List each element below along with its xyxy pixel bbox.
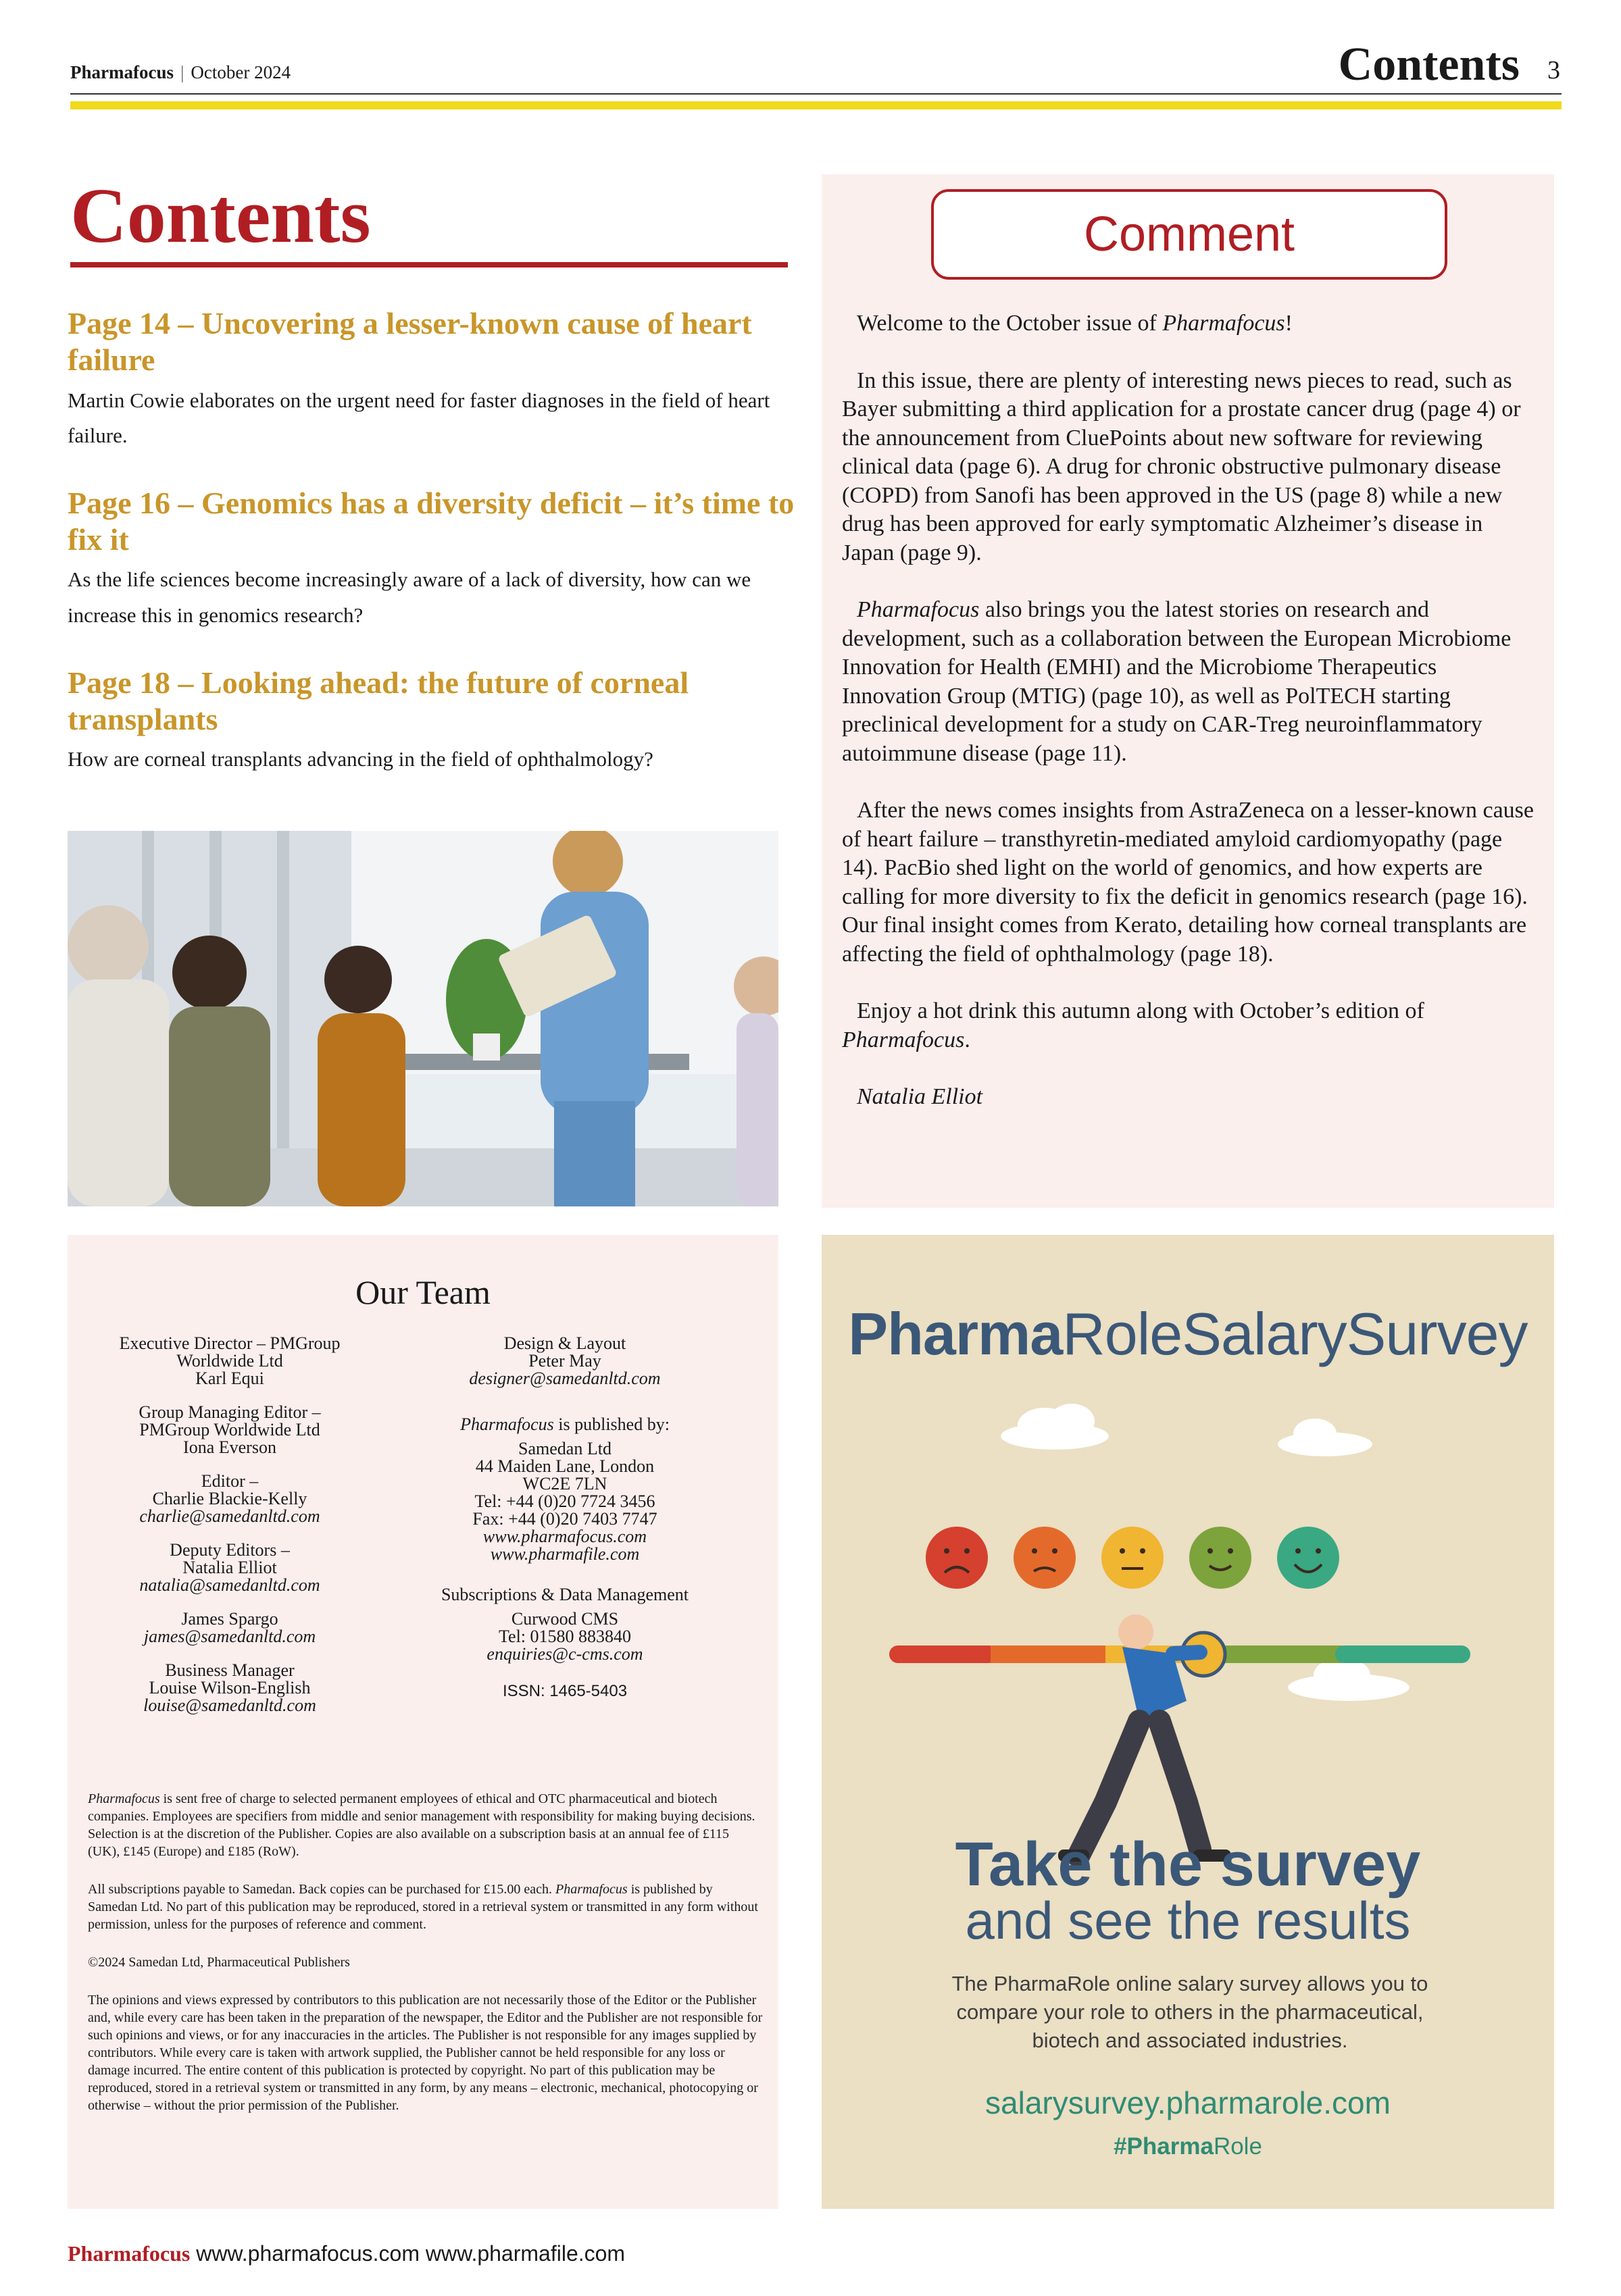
comment-publication-name: Pharmafocus <box>1162 311 1285 336</box>
publisher-label <box>403 1416 727 1433</box>
team-email-link[interactable]: louise@samedanltd.com <box>143 1695 316 1715</box>
ad-title <box>822 1300 1554 1369</box>
disclaimer-text: is published by Samedan Ltd. No part of this publication may be reproduced, stored in a retrieval system or transmitted in any form without permission, unless for the purposes of reference and comment. <box>88 1882 758 1932</box>
disclaimer-text: All subscriptions payable to Samedan. Back copies can be purchased for £15.00 each. <box>88 1882 556 1897</box>
team-person: Karl Equi <box>195 1369 264 1388</box>
team-role: Design & Layout <box>503 1333 626 1353</box>
publication-name: Pharmafocus <box>70 62 174 82</box>
website-link[interactable]: www.pharmafile.com <box>490 1544 640 1564</box>
toc-item[interactable] <box>68 305 797 454</box>
comment-panel <box>822 174 1554 1208</box>
clinic-illustration <box>68 831 778 1206</box>
ad-hashtag-rest: Role <box>1213 2133 1262 2160</box>
publisher-fax: Fax: +44 (0)20 7403 7747 <box>472 1509 657 1529</box>
header-accent-rule <box>70 101 1562 109</box>
publication-name: Pharmafocus <box>460 1414 554 1434</box>
team-entry <box>68 1473 392 1525</box>
ad-hashtag-bold: #Pharma <box>1114 2133 1214 2160</box>
publisher-disclaimer <box>88 1790 764 2135</box>
toc-heading[interactable]: Page 18 – Looking ahead: the future of corneal transplants <box>68 665 689 737</box>
footer-brand: Pharmafocus <box>68 2241 191 2266</box>
publisher-postcode: WC2E 7LN <box>522 1474 607 1494</box>
team-entry <box>403 1335 727 1387</box>
team-person: Charlie Blackie-Kelly <box>152 1489 307 1508</box>
comment-text: Welcome to the October issue of <box>857 311 1163 336</box>
subscriptions-phone: Tel: 01580 883840 <box>498 1627 632 1646</box>
subscriptions-label: Subscriptions & Data Management <box>441 1585 689 1604</box>
team-person: Natalia Elliot <box>182 1558 277 1577</box>
subscriptions-email-link[interactable]: enquiries@c-cms.com <box>487 1644 643 1664</box>
sad-face-icon <box>1014 1527 1076 1589</box>
toc-description: Martin Cowie elaborates on the urgent need for faster diagnoses in the field of heart failure. <box>68 388 770 448</box>
team-role: Deputy Editors – <box>170 1540 290 1560</box>
ad-description: The PharmaRole online salary survey allows you to compare your role to others in the pharmaceutical, biotech and associated industries. <box>951 1972 1428 2052</box>
comment-text: Enjoy a hot drink this autumn along with October’s edition of <box>857 998 1424 1023</box>
team-panel <box>68 1235 778 2209</box>
publication-name: Pharmafocus <box>88 1791 160 1806</box>
toc-heading[interactable]: Page 14 – Uncovering a lesser-known cause of heart failure <box>68 306 752 378</box>
team-entry <box>68 1541 392 1594</box>
publisher-phone: Tel: +44 (0)20 7724 3456 <box>474 1491 655 1511</box>
team-role: Executive Director – PMGroup <box>119 1333 341 1353</box>
team-entry <box>68 1404 392 1456</box>
disclaimer-paragraph <box>88 1881 764 1933</box>
clinic-waiting-room-photo <box>68 831 778 1206</box>
team-person: Louise Wilson-English <box>149 1678 311 1698</box>
team-person: Iona Everson <box>183 1437 276 1457</box>
team-column-left <box>68 1335 392 1731</box>
comment-text: ! <box>1285 311 1293 336</box>
publisher-name: Samedan Ltd <box>518 1439 612 1458</box>
team-role: Editor – <box>201 1471 259 1491</box>
subscriptions-company: Curwood CMS <box>511 1609 619 1629</box>
team-email-link[interactable]: designer@samedanltd.com <box>469 1369 661 1388</box>
footer-urls[interactable]: www.pharmafocus.com www.pharmafile.com <box>196 2241 626 2266</box>
team-role: Worldwide Ltd <box>176 1351 283 1371</box>
disclaimer-text: is sent free of charge to selected permanent employees of ethical and OTC pharmaceutical and biotech companies. Employees are specifiers from middle and senior management with responsibility for making buying decisions. Selection is at the discretion of the Publisher. Copies are also available on a subscription basis at an annual fee of £115 (UK), £145 (Europe) and £185 (RoW). <box>88 1791 755 1859</box>
header-separator: | <box>180 62 184 82</box>
header-rule <box>70 93 1562 95</box>
comment-paragraph <box>842 309 1538 338</box>
disclaimer-paragraph <box>88 1790 764 1860</box>
subscriptions-info <box>403 1586 727 1663</box>
team-email-link[interactable]: natalia@samedanltd.com <box>139 1575 320 1595</box>
ad-cta-headline: Take the survey <box>955 1830 1421 1899</box>
team-title: Our Team <box>355 1273 491 1311</box>
ad-hashtag <box>822 2133 1554 2160</box>
page-footer <box>68 2241 625 2266</box>
contents-title: Contents <box>70 173 371 259</box>
very-happy-face-icon <box>1277 1527 1339 1589</box>
issue-date: October 2024 <box>191 62 291 82</box>
happy-face-icon <box>1189 1527 1251 1589</box>
publisher-info <box>403 1416 727 1563</box>
team-role: PMGroup Worldwide Ltd <box>139 1420 320 1439</box>
toc-item[interactable] <box>68 485 797 634</box>
salary-survey-ad[interactable] <box>822 1235 1554 2209</box>
team-email-link[interactable]: james@samedanltd.com <box>143 1627 316 1646</box>
team-entry <box>68 1335 392 1387</box>
table-of-contents <box>68 305 797 809</box>
disclaimer-paragraph: The opinions and views expressed by contributors to this publication are not necessarily those of the Editor or the Publisher and, while every care has been taken in the preparation of the newspaper, the Editor and the Publisher are not responsible for such opinions and views, or for any inaccuracies in the articles. The Publisher is not responsible for any images supplied by contributors. While every care is taken with artwork supplied, the Publisher cannot be held responsible for any loss or damage incurred. The entire content of this publication is protected by copyright. No part of this publication may be reproduced, stored in a retrieval system or transmitted in any form, by any means – electronic, mechanical, photocopying or otherwise – without the prior permission of the Publisher. <box>88 1993 763 2113</box>
comment-body <box>842 309 1538 1140</box>
team-email-link[interactable]: charlie@samedanltd.com <box>139 1506 320 1526</box>
publisher-address: 44 Maiden Lane, London <box>475 1456 655 1476</box>
copyright-line: ©2024 Samedan Ltd, Pharmaceutical Publishers <box>88 1955 350 1970</box>
toc-item[interactable] <box>68 665 797 777</box>
website-link[interactable]: www.pharmafocus.com <box>482 1527 647 1546</box>
very-sad-face-icon <box>926 1527 988 1589</box>
comment-paragraph <box>842 596 1538 768</box>
comment-paragraph: In this issue, there are plenty of interesting news pieces to read, such as Bayer submitting a third application for a prostate cancer drug (page 4) or the announcement from CluePoints about new software for reviewing clinical data (page 6). A drug for chronic obstructive pulmonary disease (COPD) from Sanofi has been approved in the US (page 8) while a new drug has been approved for early symptomatic Alzheimer’s disease in Japan (page 9). <box>842 367 1521 565</box>
team-column-right <box>403 1335 727 1716</box>
toc-description: How are corneal transplants advancing in the field of ophthalmology? <box>68 747 653 771</box>
ad-title-bold: Pharma <box>848 1300 1063 1367</box>
neutral-face-icon <box>1101 1527 1164 1589</box>
page-number: 3 <box>1547 56 1560 84</box>
toc-description: As the life sciences become increasingly aware of a lack of diversity, how can we increase this in genomics research? <box>68 567 751 628</box>
issn: ISSN: 1465-5403 <box>502 1682 628 1700</box>
comment-badge: Comment <box>931 189 1447 280</box>
toc-heading[interactable]: Page 16 – Genomics has a diversity deficit – it’s time to fix it <box>68 485 795 557</box>
comment-paragraph: After the news comes insights from AstraZeneca on a lesser-known cause of heart failure – transthyretin-mediated amyloid cardiomyopathy (page 14). PacBio shed light on the world of genomics, and how experts are calling for more diversity to fix the deficit in genomics research (page 16). Our final insight comes from Kerato, detailing how corneal transplants are affecting the field of ophthalmology (page 18). <box>842 798 1535 967</box>
comment-text: . <box>964 1027 970 1052</box>
publication-name: Pharmafocus <box>555 1882 628 1897</box>
comment-publication-name: Pharmafocus <box>857 597 980 622</box>
contents-rule <box>70 262 788 267</box>
ad-cta-subheadline: and see the results <box>965 1891 1411 1950</box>
ad-title-rest: RoleSalarySurvey <box>1062 1300 1528 1367</box>
running-header <box>70 62 291 83</box>
comment-signature: Natalia Elliot <box>857 1084 983 1109</box>
ad-url-link[interactable]: salarysurvey.pharmarole.com <box>985 2085 1391 2120</box>
team-person: Peter May <box>528 1351 601 1371</box>
team-entry <box>68 1662 392 1714</box>
publisher-label-text: is published by: <box>553 1414 670 1434</box>
team-person: James Spargo <box>181 1609 278 1629</box>
comment-publication-name: Pharmafocus <box>842 1027 965 1052</box>
section-title: Contents <box>1338 39 1520 91</box>
comment-paragraph <box>842 997 1538 1054</box>
team-entry <box>68 1610 392 1646</box>
team-role: Business Manager <box>165 1660 295 1680</box>
comment-text: also brings you the latest stories on research and development, such as a collaboration between the European Microbiome Innovation for Health (EMHI) and the Microbiome Therapeutics Innovation Group (MTIG) (page 10), as well as PolTECH starting preclinical development for a study on CAR-Treg neuroinflammatory autoimmune disease (page 11). <box>842 597 1512 766</box>
team-role: Group Managing Editor – <box>139 1402 321 1422</box>
